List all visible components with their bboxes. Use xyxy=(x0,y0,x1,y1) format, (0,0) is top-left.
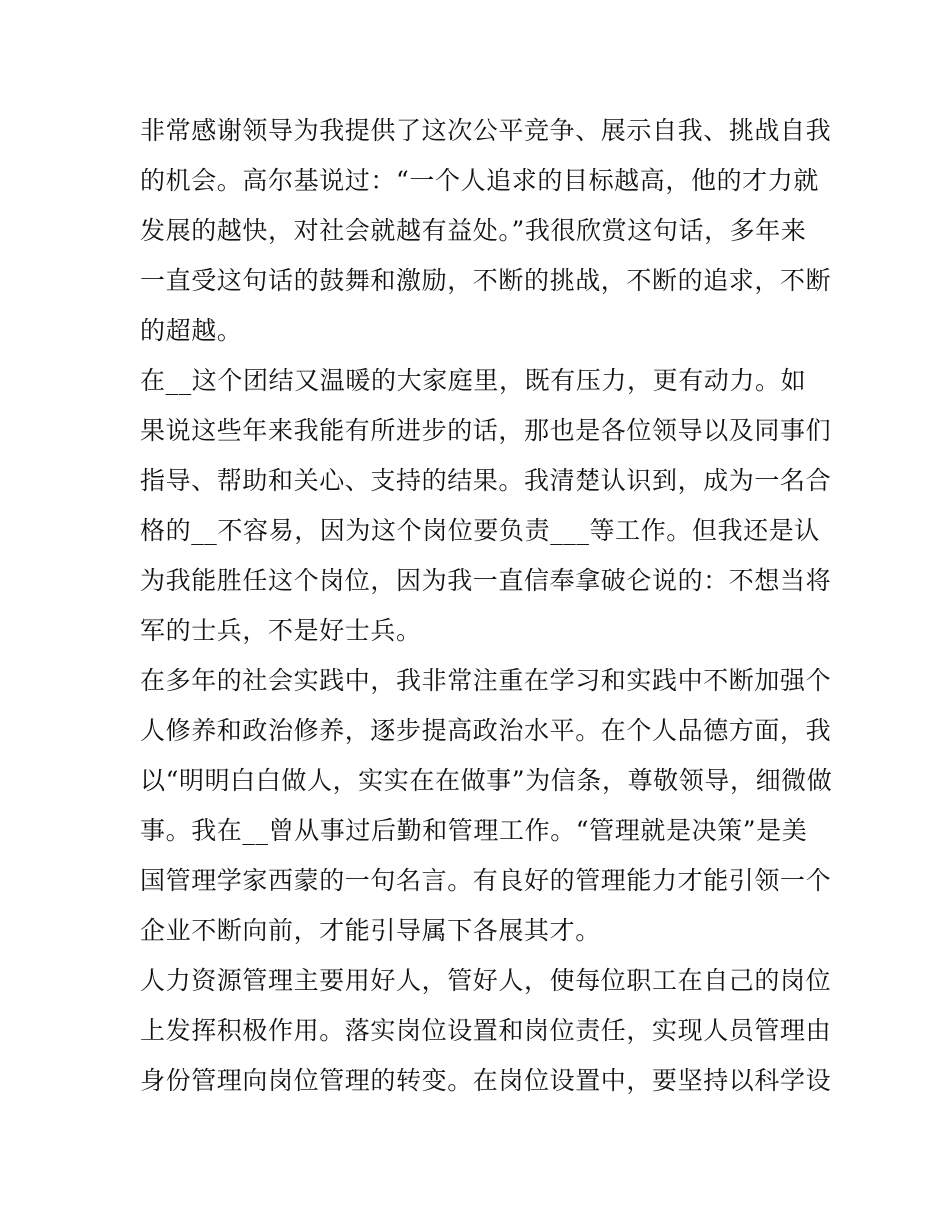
text-line: 身份管理向岗位管理的转变。在岗位设置中，要坚持以科学设 xyxy=(140,1066,832,1095)
paragraph-2 xyxy=(140,356,830,656)
text-line: 国管理学家西蒙的一句名言。有良好的管理能力才能引领一个 xyxy=(140,866,832,895)
text-line: 格的__不容易，因为这个岗位要负责___等工作。但我还是认 xyxy=(140,516,820,545)
text-line: 人力资源管理主要用好人，管好人，使每位职工在自己的岗位 xyxy=(140,966,832,995)
text-line: 在__这个团结又温暖的大家庭里，既有压力，更有动力。如 xyxy=(140,366,807,395)
text-line: 发展的越快，对社会就越有益处。”我很欣赏这句话，多年来 xyxy=(140,216,807,245)
text-line: 为我能胜任这个岗位，因为我一直信奉拿破仑说的：不想当将 xyxy=(140,566,832,595)
text-line: 的机会。高尔基说过：“一个人追求的目标越高，他的才力就 xyxy=(140,166,819,195)
paragraph-1 xyxy=(140,106,830,356)
text-line: 一直受这句话的鼓舞和激励，不断的挑战，不断的追求，不断 xyxy=(140,266,832,295)
text-line: 非常感谢领导为我提供了这次公平竞争、展示自我、挑战自我 xyxy=(140,116,832,145)
text-line: 以“明明白白做人，实实在在做事”为信条，尊敬领导，细微做 xyxy=(140,766,833,795)
text-line: 企业不断向前，才能引导属下各展其才。 xyxy=(140,916,601,945)
text-line: 事。我在__曾从事过后勤和管理工作。“管理就是决策”是美 xyxy=(140,816,808,845)
text-line: 军的士兵，不是好士兵。 xyxy=(140,616,422,645)
text-line: 人修养和政治修养，逐步提高政治水平。在个人品德方面，我 xyxy=(140,716,832,745)
text-line: 果说这些年来我能有所进步的话，那也是各位领导以及同事们 xyxy=(140,416,832,445)
text-line: 指导、帮助和关心、支持的结果。我清楚认识到，成为一名合 xyxy=(140,466,832,495)
document-body xyxy=(140,106,833,1106)
text-line: 的超越。 xyxy=(140,316,243,345)
paragraph-3 xyxy=(140,656,833,956)
text-line: 在多年的社会实践中，我非常注重在学习和实践中不断加强个 xyxy=(140,666,832,695)
paragraph-4 xyxy=(140,956,830,1106)
text-line: 上发挥积极作用。落实岗位设置和岗位责任，实现人员管理由 xyxy=(140,1016,832,1045)
